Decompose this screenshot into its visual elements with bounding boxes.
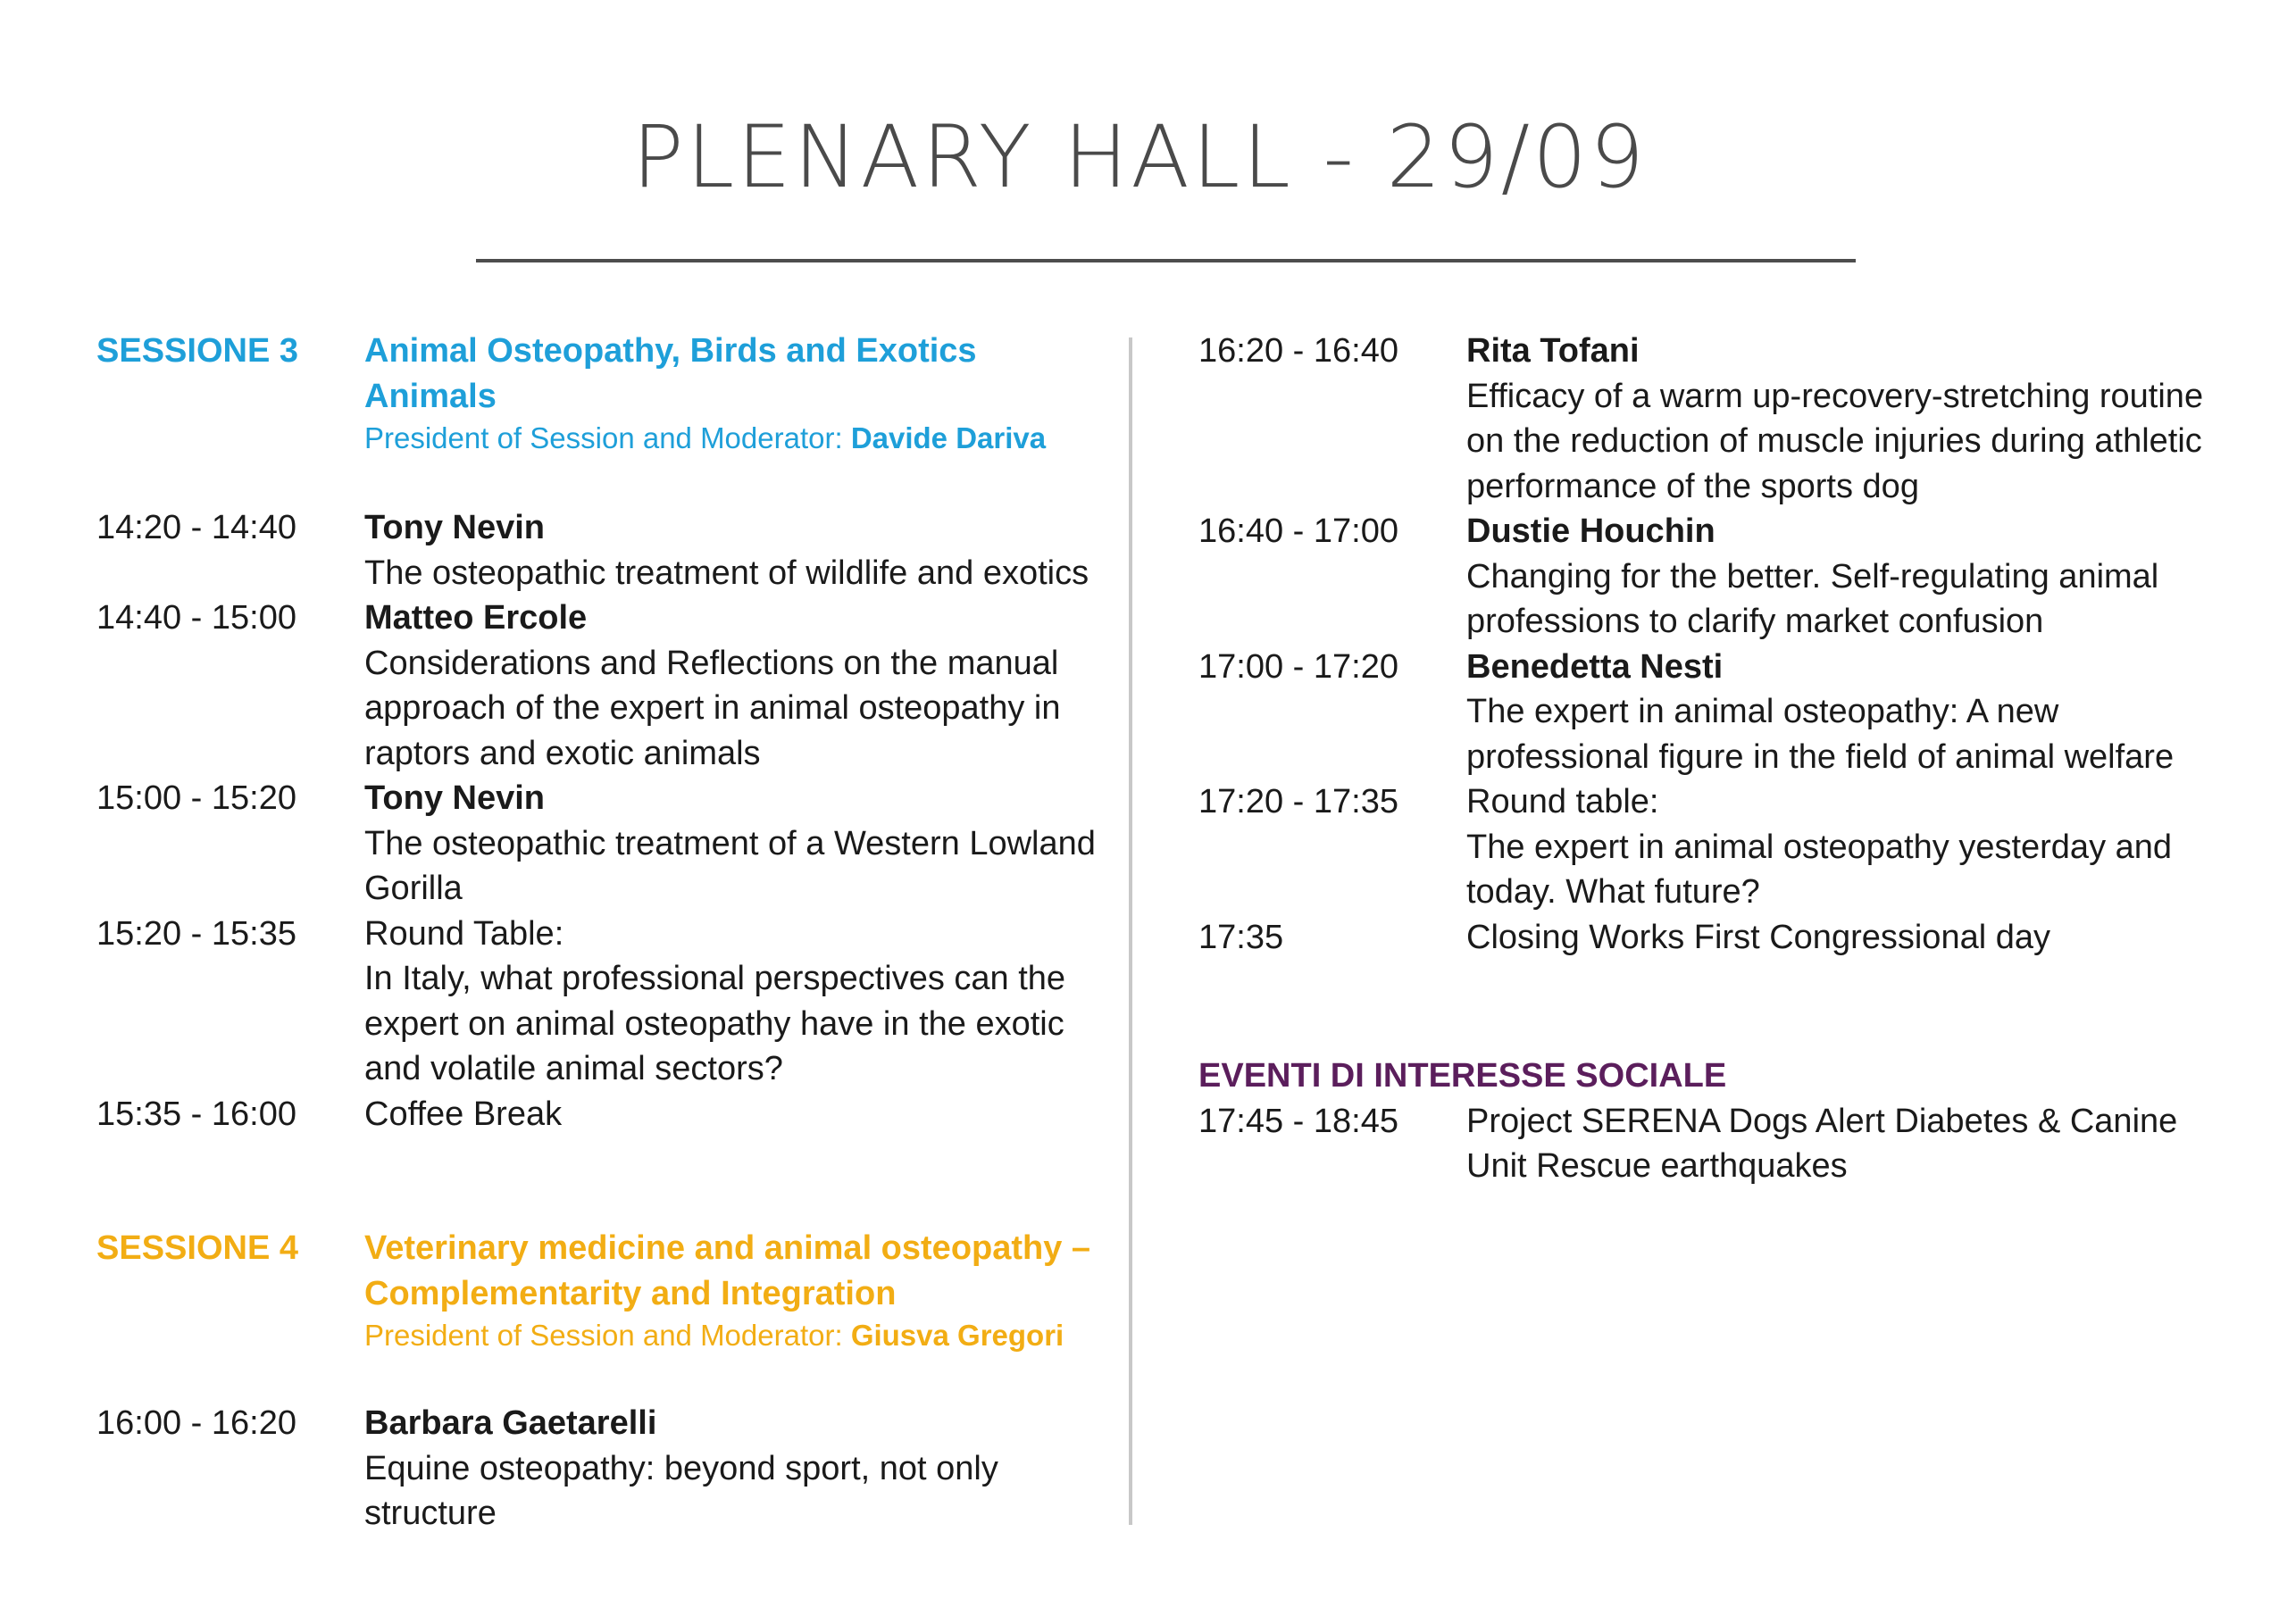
time-slot: 17:35 [1198, 918, 1284, 956]
president-prefix: President of Session and Moderator: [364, 1319, 851, 1352]
talk-title: Equine osteopathy: beyond sport, not only structure [364, 1449, 998, 1532]
schedule-row [1198, 915, 2216, 961]
time-slot: 16:20 - 16:40 [1198, 332, 1398, 370]
talk-title: The expert in animal osteopathy: A new professional figure in the field of animal welfare [1466, 693, 2175, 776]
schedule-row [1198, 779, 2216, 915]
speaker-name: Matteo Ercole [364, 599, 588, 637]
column-divider [1129, 337, 1132, 1525]
round-table-label: Round Table: [364, 914, 564, 953]
schedule-row [96, 505, 1106, 595]
schedule-row [96, 912, 1106, 1092]
time-slot: 15:00 - 15:20 [96, 779, 296, 817]
time-slot: 14:40 - 15:00 [96, 599, 296, 637]
session-3-title: Animal Osteopathy, Birds and Exotics Animals [364, 332, 977, 415]
right-column [1198, 329, 2216, 1189]
talk-title: Considerations and Reflections on the manual approach of the expert in animal osteopathy in raptors and exotic animals [364, 644, 1061, 772]
session-4-title: Veterinary medicine and animal osteopathy – Complementarity and Integration [364, 1229, 1091, 1312]
talk-title: In Italy, what professional perspectives can the expert on animal osteopathy have in the exotic and volatile animal sectors? [364, 960, 1066, 1087]
schedule-row [1198, 1099, 2216, 1189]
left-column [96, 329, 1106, 1537]
talk-title: Changing for the better. Self-regulating animal professions to clarify market confusion [1466, 557, 2159, 640]
time-slot: 14:20 - 14:40 [96, 509, 296, 546]
president-prefix: President of Session and Moderator: [364, 421, 851, 454]
closing-label: Closing Works First Congressional day [1466, 918, 2050, 956]
talk-title: The expert in animal osteopathy yesterday and today. What future? [1466, 828, 2173, 911]
president-name: Davide Dariva [850, 421, 1047, 454]
talk-title: The osteopathic treatment of wildlife and exotics [364, 554, 1089, 592]
time-slot: 17:00 - 17:20 [1198, 647, 1398, 686]
break-label: Coffee Break [364, 1095, 563, 1133]
session-4-president [364, 1316, 1106, 1355]
schedule-row [96, 1401, 1106, 1537]
session-4-label: SESSIONE 4 [96, 1229, 298, 1267]
session-3-label: SESSIONE 3 [96, 332, 298, 370]
session-4-header [96, 1226, 1106, 1355]
time-slot: 17:20 - 17:35 [1198, 783, 1398, 820]
speaker-name: Dustie Houchin [1466, 512, 1716, 550]
schedule-row [1198, 509, 2216, 645]
time-slot: 16:00 - 16:20 [96, 1404, 296, 1442]
schedule-row [1198, 329, 2216, 509]
round-table-label: Round table: [1466, 783, 1659, 820]
talk-title: Efficacy of a warm up-recovery-stretching routine on the reduction of muscle injuries during athletic performance of the sports dog [1466, 377, 2204, 505]
time-slot: 15:35 - 16:00 [96, 1095, 296, 1133]
schedule-row [1198, 645, 2216, 780]
schedule-row [96, 1092, 1106, 1137]
schedule-row [96, 595, 1106, 776]
time-slot: 15:20 - 15:35 [96, 914, 296, 953]
speaker-name: Rita Tofani [1466, 332, 1640, 370]
talk-title: The osteopathic treatment of a Western Lowland Gorilla [364, 824, 1096, 907]
speaker-name: Tony Nevin [364, 779, 545, 817]
session-3-header [96, 329, 1106, 458]
time-slot: 17:45 - 18:45 [1198, 1102, 1398, 1140]
title-divider [476, 259, 1856, 262]
speaker-name: Benedetta Nesti [1466, 647, 1724, 686]
event-title: Project SERENA Dogs Alert Diabetes & Canine Unit Rescue earthquakes [1466, 1102, 2178, 1185]
time-slot: 16:40 - 17:00 [1198, 512, 1398, 550]
page-title: PLENARY HALL - 29/09 [631, 107, 1648, 207]
social-events-heading: EVENTI DI INTERESSE SOCIALE [1198, 1057, 1727, 1095]
president-name: Giusva Gregori [850, 1319, 1064, 1352]
schedule-row [96, 776, 1106, 912]
speaker-name: Tony Nevin [364, 509, 545, 546]
session-3-president [364, 419, 1106, 458]
speaker-name: Barbara Gaetarelli [364, 1404, 657, 1442]
